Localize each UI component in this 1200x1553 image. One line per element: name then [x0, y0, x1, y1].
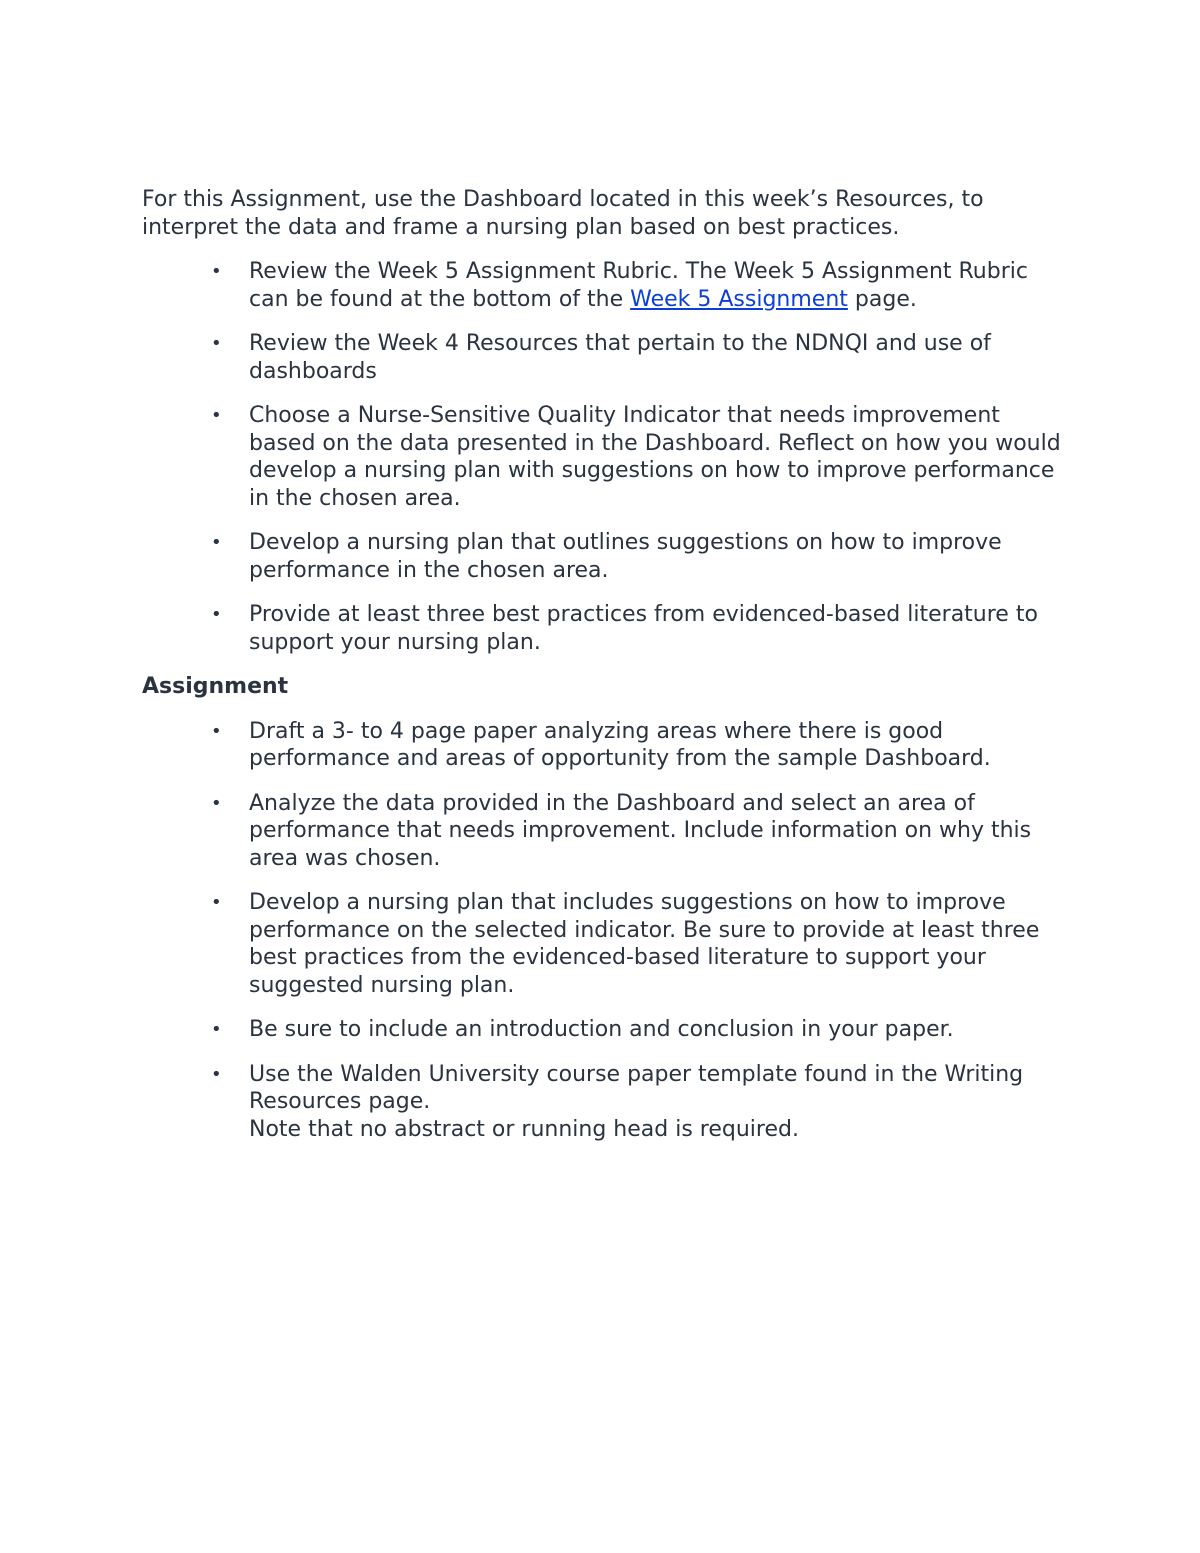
bullet-icon: •: [211, 1063, 222, 1085]
resources-list: [142, 258, 1072, 656]
list-item: [142, 601, 1072, 656]
list-item-text: page.: [847, 286, 917, 312]
list-item-text: Draft a 3- to 4 page paper analyzing areas where there is good performance and areas of opportunity from the sample Dashboard.: [249, 718, 991, 771]
bullet-icon: •: [211, 720, 222, 742]
list-item-text: Analyze the data provided in the Dashboard and select an area of performance that needs improvement. Include information on why this area was chosen.: [249, 790, 1032, 871]
bullet-icon: •: [211, 532, 222, 553]
bullet-icon: •: [211, 261, 222, 282]
bullet-icon: •: [211, 604, 222, 625]
list-item-text: Develop a nursing plan that includes suggestions on how to improve performance on the selected indicator. Be sure to provide at least three best practices from the evidenced-based literature to support your suggested nursing plan.: [249, 890, 1040, 998]
list-item: [142, 258, 1072, 313]
list-item-note: Note that no abstract or running head is required.: [249, 1116, 799, 1142]
list-item-text: Choose a Nurse-Sensitive Quality Indicator that needs improvement based on the data presented in the Dashboard. Reflect on how you would develop a nursing plan with suggestions on how to improve performance in the chosen area.: [249, 403, 1061, 511]
document-page: [142, 186, 1072, 1160]
list-item: [142, 889, 1072, 999]
bullet-icon: •: [211, 333, 222, 354]
week-5-assignment-link[interactable]: Week 5 Assignment: [630, 286, 848, 312]
bullet-icon: •: [211, 792, 222, 814]
list-item: [142, 718, 1072, 773]
list-item-text: Develop a nursing plan that outlines suggestions on how to improve performance in the chosen area.: [249, 530, 1002, 583]
list-item: [142, 1016, 1072, 1044]
list-item: [142, 529, 1072, 584]
list-item: [142, 330, 1072, 385]
bullet-icon: •: [211, 1019, 222, 1040]
list-item: [142, 1061, 1072, 1144]
list-item: [142, 402, 1072, 512]
assignment-heading: Assignment: [142, 674, 289, 699]
list-item-text: Provide at least three best practices from evidenced-based literature to support your nursing plan.: [249, 602, 1038, 655]
list-item: [142, 790, 1072, 873]
list-item-text: Review the Week 4 Resources that pertain to the NDNQI and use of dashboards: [249, 331, 991, 384]
bullet-icon: •: [211, 405, 222, 426]
assignment-list: [142, 718, 1072, 1144]
intro-paragraph: For this Assignment, use the Dashboard located in this week’s Resources, to interpret the data and frame a nursing plan based on best practices.: [142, 187, 984, 240]
list-item-text: Use the Walden University course paper template found in the Writing Resources page.: [249, 1061, 1024, 1114]
list-item-text: Be sure to include an introduction and conclusion in your paper.: [249, 1017, 954, 1042]
bullet-icon: •: [211, 892, 222, 913]
list-item-text: Review the Week 5 Assignment Rubric. The Week 5 Assignment Rubric can be found at the bottom of the: [249, 259, 1028, 312]
